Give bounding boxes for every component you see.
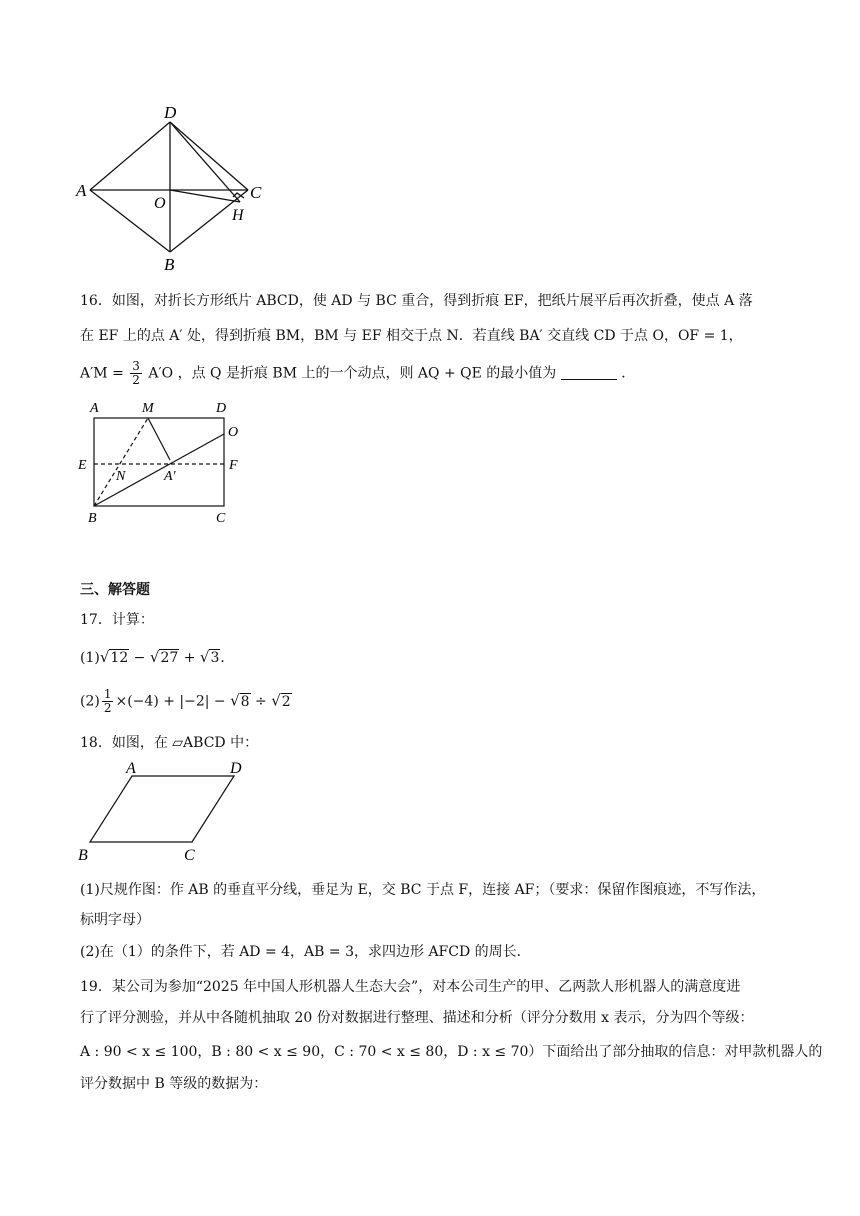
q18-part-2: (2)在（1）的条件下，若 AD = 4，AB = 3，求四边形 AFCD 的周长． — [80, 944, 531, 960]
sqrt-icon: √ — [230, 691, 240, 710]
q17-p1-op-2: + — [179, 650, 200, 666]
q17-p1-end: ． — [220, 650, 235, 666]
q18-title: 18．如图，在 ▱ABCD 中： — [80, 735, 259, 751]
q17-p2-fraction — [102, 688, 114, 715]
label-a: A — [76, 181, 87, 200]
figure-parallelogram-abcd — [70, 760, 270, 866]
q17-p2-den: 2 — [103, 701, 112, 715]
label-o: O — [154, 195, 166, 212]
sqrt-icon: √ — [149, 648, 160, 666]
sqrt-icon: √ — [271, 691, 281, 710]
label-d: D — [230, 760, 242, 777]
label-b: B — [78, 847, 88, 864]
q19-line-1: 19．某公司为参加“2025 年中国人形机器人生态大会”，对本公司生产的甲、乙两款人形机器人的满意度进 — [80, 979, 741, 995]
label-a: A — [90, 401, 99, 416]
q16-line-2: 在 EF 上的点 A′ 处，得到折痕 BM，BM 与 EF 相交于点 N．若直线 BA′ 交直线 CD 于点 O，OF = 1， — [80, 328, 743, 344]
q16-frac-den: 2 — [132, 373, 140, 387]
label-f: F — [229, 458, 238, 473]
label-d: D — [164, 104, 177, 122]
q17-p1-radicand-3: 3 — [210, 650, 220, 666]
q17-p1-radicand-1: 12 — [110, 650, 129, 666]
label-o: O — [228, 425, 239, 440]
q18-part-1-line-1: (1)尺规作图：作 AB 的垂直平分线，垂足为 E，交 BC 于点 F，连接 AF；（要求：保留作图痕迹，不写作法， — [80, 882, 766, 898]
figure-rectangle-fold — [72, 398, 262, 530]
segment-oh — [170, 190, 240, 202]
rectangle-abcd — [94, 418, 224, 506]
label-a: A — [126, 760, 136, 777]
section-title: 三、解答题 — [80, 582, 150, 598]
q17-p1-label: (1) — [80, 650, 100, 666]
parallelogram-abcd — [90, 776, 234, 842]
fold-line-bm — [94, 418, 148, 506]
q16-expr-pre: A′M = — [80, 365, 124, 382]
label-b: B — [164, 255, 175, 274]
q17-part-1 — [80, 647, 234, 668]
q17-p2-label: (2) — [80, 693, 100, 710]
label-c: C — [184, 847, 195, 864]
q19-line-3: A : 90 < x ≤ 100，B : 80 < x ≤ 90，C : 70 < x ≤ 80，D : x ≤ 70）下面给出了部分抽取的信息：对甲款机器人的 — [80, 1044, 823, 1060]
label-h: H — [232, 207, 244, 224]
label-c: C — [250, 183, 262, 202]
q19-line-4: 评分数据中 B 等级的数据为： — [80, 1076, 268, 1092]
q16-answer-blank[interactable] — [561, 365, 617, 380]
q17-p2-num: 1 — [103, 687, 112, 701]
sqrt-icon: √ — [199, 648, 210, 666]
label-b: B — [88, 511, 97, 526]
segment-bo — [94, 434, 224, 506]
q16-line-end: ． — [621, 365, 636, 382]
q18-part-1-line-2: 标明字母） — [80, 912, 150, 928]
q17-p1-op-1: − — [129, 650, 150, 666]
sqrt-icon: √ — [99, 648, 110, 666]
q16-expr-post: A′O ，点 Q 是折痕 BM 上的一个动点，则 AQ + QE 的最小值为 — [148, 365, 557, 382]
segment-dc — [170, 122, 248, 190]
q17-title: 17．计算： — [80, 612, 154, 628]
q16-frac-num: 3 — [132, 359, 140, 373]
q17-p2-op: ÷ — [250, 693, 272, 710]
q16-line-1: 16．如图，对折长方形纸片 ABCD，使 AD 与 BC 重合，得到折痕 EF，把纸片展平后再次折叠，使点 A 落 — [80, 293, 753, 309]
figure-rhombus-abcd-h — [70, 104, 280, 274]
label-m: M — [142, 401, 154, 416]
q16-fraction — [130, 360, 142, 387]
q17-p2-radicand-2: 2 — [281, 693, 291, 710]
q17-p2-radicand-1: 8 — [240, 693, 250, 710]
segment-ma2 — [148, 418, 170, 460]
label-d: D — [216, 401, 227, 416]
label-n: N — [116, 469, 126, 484]
segment-ad — [90, 122, 170, 190]
q17-p1-radicand-2: 27 — [160, 650, 179, 666]
q17-part-2 — [80, 688, 292, 715]
q16-line-3 — [80, 360, 635, 387]
label-c: C — [216, 511, 226, 526]
label-e: E — [78, 458, 87, 473]
q19-line-2: 行了评分测验，并从中各随机抽取 20 份对数据进行整理、描述和分析（评分分数用 x 表示，分为四个等级： — [80, 1010, 754, 1026]
label-a-prime: A′ — [164, 469, 176, 484]
q17-p2-rest: ×(−4) + |−2| − — [115, 693, 231, 710]
